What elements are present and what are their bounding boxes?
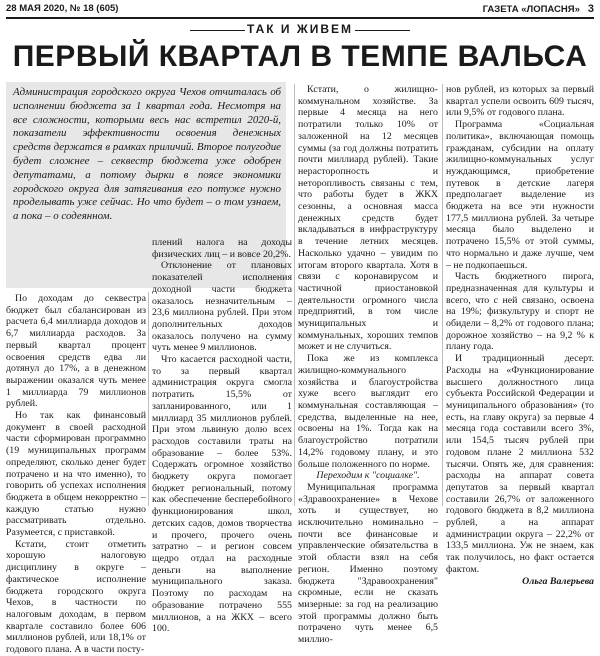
column-3 (298, 84, 438, 646)
paragraph: Часть бюджетного пирога, предназначенная для культуры и всего, что с ней связано, освоена на 19%; физкультуру и спорт не обидели – 8,2% от годового плана; дорожное хозяйство – на 9,2 % к плану года. (446, 271, 594, 353)
rubric (190, 22, 410, 37)
column-1 (6, 293, 146, 656)
page-header (6, 3, 594, 19)
newspaper-title: ГАЗЕТА «ЛОПАСНЯ» (482, 4, 580, 15)
column-divider (148, 292, 149, 506)
rubric-label: ТАК И ЖИВЕМ (247, 22, 353, 36)
author-signature: Ольга Валерьева (522, 575, 594, 587)
subheading: Переходим к "социалке". (316, 470, 420, 482)
page-number: 3 (587, 3, 594, 15)
paragraph: Но так как финансовый документ в своей расходной части сформирован программно (19 муниципальных программ определяют, сколько денег будет потрачено и на что именно), то говорить об успехах исполнения бюджета в общем некорректно – каждую статью нужно рассматривать отдельно. Разумеется, с приставкой. (6, 410, 146, 539)
paragraph: Отклонение от плановых показателей исполнения доходной части бюджета оказалось незначительным – 23,6 миллиона рублей. При этом дополнительных доходов оказалось получено на сумму чуть менее 9 миллионов. (152, 260, 292, 354)
paragraph: Программа «Социальная политика», включающая помощь гражданам, субсидии на оплату жилищно-коммунальных услуг нуждающимся, приобретение путевок в детские лагеря предполагает выделение из бюджета на все эти нужности 177,5 миллиона рублей. За четыре месяца было выделено и потрачено 15,5% от этой суммы, что нормально и даже лучше, чем – не подкопаешься. (446, 119, 594, 271)
column-divider (294, 84, 295, 506)
rubric-rule-left (190, 30, 245, 31)
issue-date: 28 МАЯ 2020, № 18 (605) (6, 3, 119, 14)
article-lead: Администрация городского округа Чехов отчиталась об исполнении бюджета за 1 квартал года. Несмотря на все сложности, которыми весь нас встретил 2020-й, показатели эффективности освоения денежных средств держатся в рамках приличий. Второе полугодие будет сложнее – секвестр бюджета уже одобрен депутатами, а потому дырки в поясе экономики городского округа для затягивания его потуже нужно проделывать уже сейчас. Но что будет – о том узнаем, а пока – о содеянном. (6, 82, 286, 288)
column-divider (442, 84, 443, 506)
paragraph: Кстати, стоит отметить хорошую налоговую дисциплину в округе – фактическое исполнение бюджета городского округа Чехов, в частности по налоговым доходам, в первом квартале составило более 606 миллионов рублей, или 18,1% от годового плана. А в части посту- (6, 538, 146, 656)
paragraph: И традиционный десерт. Расходы на «Функционирование высшего должностного лица субъекта Российской Федерации и муниципального образования» (то есть, на главу округа) за первые 4 месяца года составили всего 3%, или 154,5 тысяч рублей при годовом плане 2 миллиона 532 тысячи. Опять же, для сравнения: расходы на аппарат совета депутатов за первый квартал составили 26,7% от заложенного годового бюджета в 8,2 миллиона рублей, а на аппарат администрации округа – 22,2% от 133,5 миллиона. Уж не знаем, как так получилось, но факт остается фактом. (446, 353, 594, 575)
paragraph: Что касается расходной части, то за первый квартал администрация округа смогла потратить 15,5% от запланированного, или 1 миллиард 35 миллионов рублей. При этом львиную долю всех расходов составили траты на образование – более 53%. Содержать огромное хозяйство бюджету округа помогает бюджет региональный, потому как обеспечение бесперебойного функционирования школ, детских садов, домов творчества и прочего, прочего очень затратно – и регион совсем щедро отдал на расходные деньги на выполнение муниципального заказа. Поэтому по расходам на образование потрачено 555 миллионов, а на ЖКХ – всего 100. (152, 354, 292, 635)
paragraph: Кстати, о жилищно-коммунальном хозяйстве. За первые 4 месяца на него потратили только 10% от заложенной на 12 месяцев суммы (за год должны потратить почти миллиард рублей). Такие нерасторопность и неторопливость связаны с тем, что работы будет в ЖКХ сезонны, а основная масса денежных средств будет вкладываться в инфраструктуру в течение летних месяцев. Насколько удачно – увидим по итогам второго квартала. Хотя в связи с коронавирусом и частичной приостановкой деятельности огромного числа предприятий, в том числе муниципальных и коммунальных, хороших темпов может и не случиться. (298, 84, 438, 353)
newspaper-name (483, 3, 594, 15)
rubric-rule-right (355, 30, 410, 31)
paragraph: Муниципальная программа «Здравоохранение» в Чехове хоть и существует, но исключительно номинально – почти все финансовые и управленческие обязательства в этой области взял на себя регион. Именно поэтому бюджета "Здравоохранения" скромные, если не сказать мизерные: за год на реализацию этой программы должно быть потрачено чуть менее 6,5 миллио- (298, 481, 438, 646)
paragraph: плений налога на доходы физических лиц – и вовсе 20,2%. (152, 237, 292, 260)
paragraph: По доходам до секвестра бюджет был сбалансирован из расчета 6,4 миллиарда доходов и 6,7 миллиарда расходов. За первый квартал процент освоения средств едва ли дотянул до 17%, а в денежном выражении оказался чуть менее 1 миллиарда 79 миллионов рублей. (6, 293, 146, 410)
column-2 (152, 237, 292, 635)
paragraph: Пока же из комплекса жилищно-коммунального хозяйства и благоустройства хуже всего выглядит его коммунальная составляющая – средства, выделенные на нее, освоены на 1%. Тогда как на благоустройство потратили 14,2% годовому плану, и это больше положенного по норме. (298, 353, 438, 470)
paragraph: нов рублей, из которых за первый квартал успели освоить 609 тысяч, или 9,5% от годового плана. (446, 84, 594, 119)
article-title: ПЕРВЫЙ КВАРТАЛ В ТЕМПЕ ВАЛЬСА (12, 40, 588, 73)
